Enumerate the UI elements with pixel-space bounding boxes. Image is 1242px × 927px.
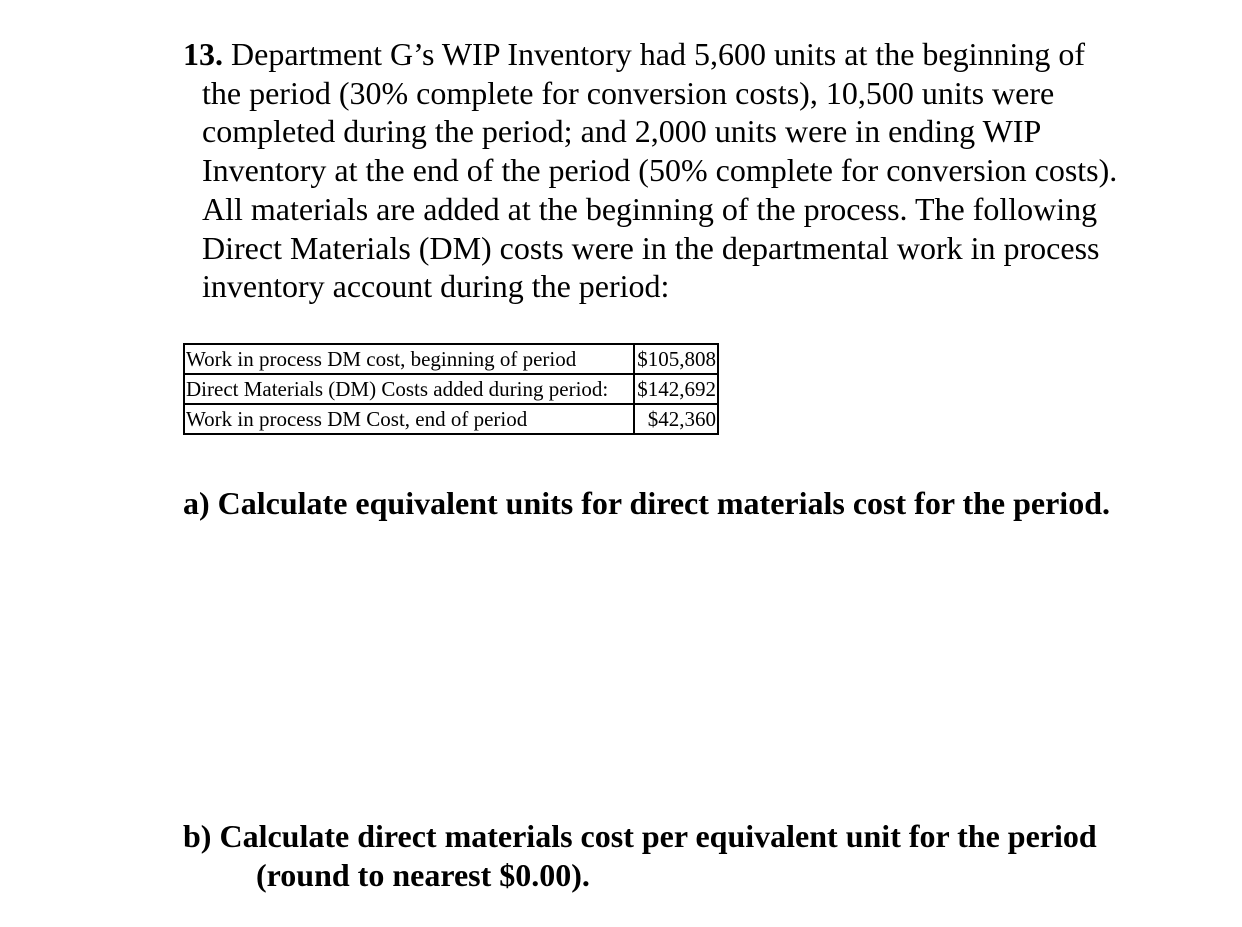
problem-text: Department G’s WIP Inventory had 5,600 units at the beginning of the period (30% complete for conversion costs), 10,500 units were completed during the period; and 2,000 units were in ending WIP Inventory at the end of the period (50% complete for conversion costs). All materials are added at the beginning of the process. The following Direct Materials (DM) costs were in the departmental work in process inventory account during the period: [202,36,1118,305]
row-amount-dm-added: $142,692 [634,374,718,404]
row-amount-ending-wip: $42,360 [634,404,718,434]
row-label-ending-wip: Work in process DM Cost, end of period [184,404,634,434]
table-row [184,344,718,374]
problem-statement [183,35,1132,306]
table-row [184,374,718,404]
row-label-beginning-wip: Work in process DM cost, beginning of period [184,344,634,374]
problem-number: 13. [183,36,223,72]
row-label-dm-added: Direct Materials (DM) Costs added during period: [184,374,634,404]
dm-cost-table [183,343,719,435]
question-b: b) Calculate direct materials cost per equivalent unit for the period (round to nearest $0.00). [183,818,1097,893]
row-amount-beginning-wip: $105,808 [634,344,718,374]
table-row [184,404,718,434]
question-a: a) Calculate equivalent units for direct materials cost for the period. [183,485,1110,521]
